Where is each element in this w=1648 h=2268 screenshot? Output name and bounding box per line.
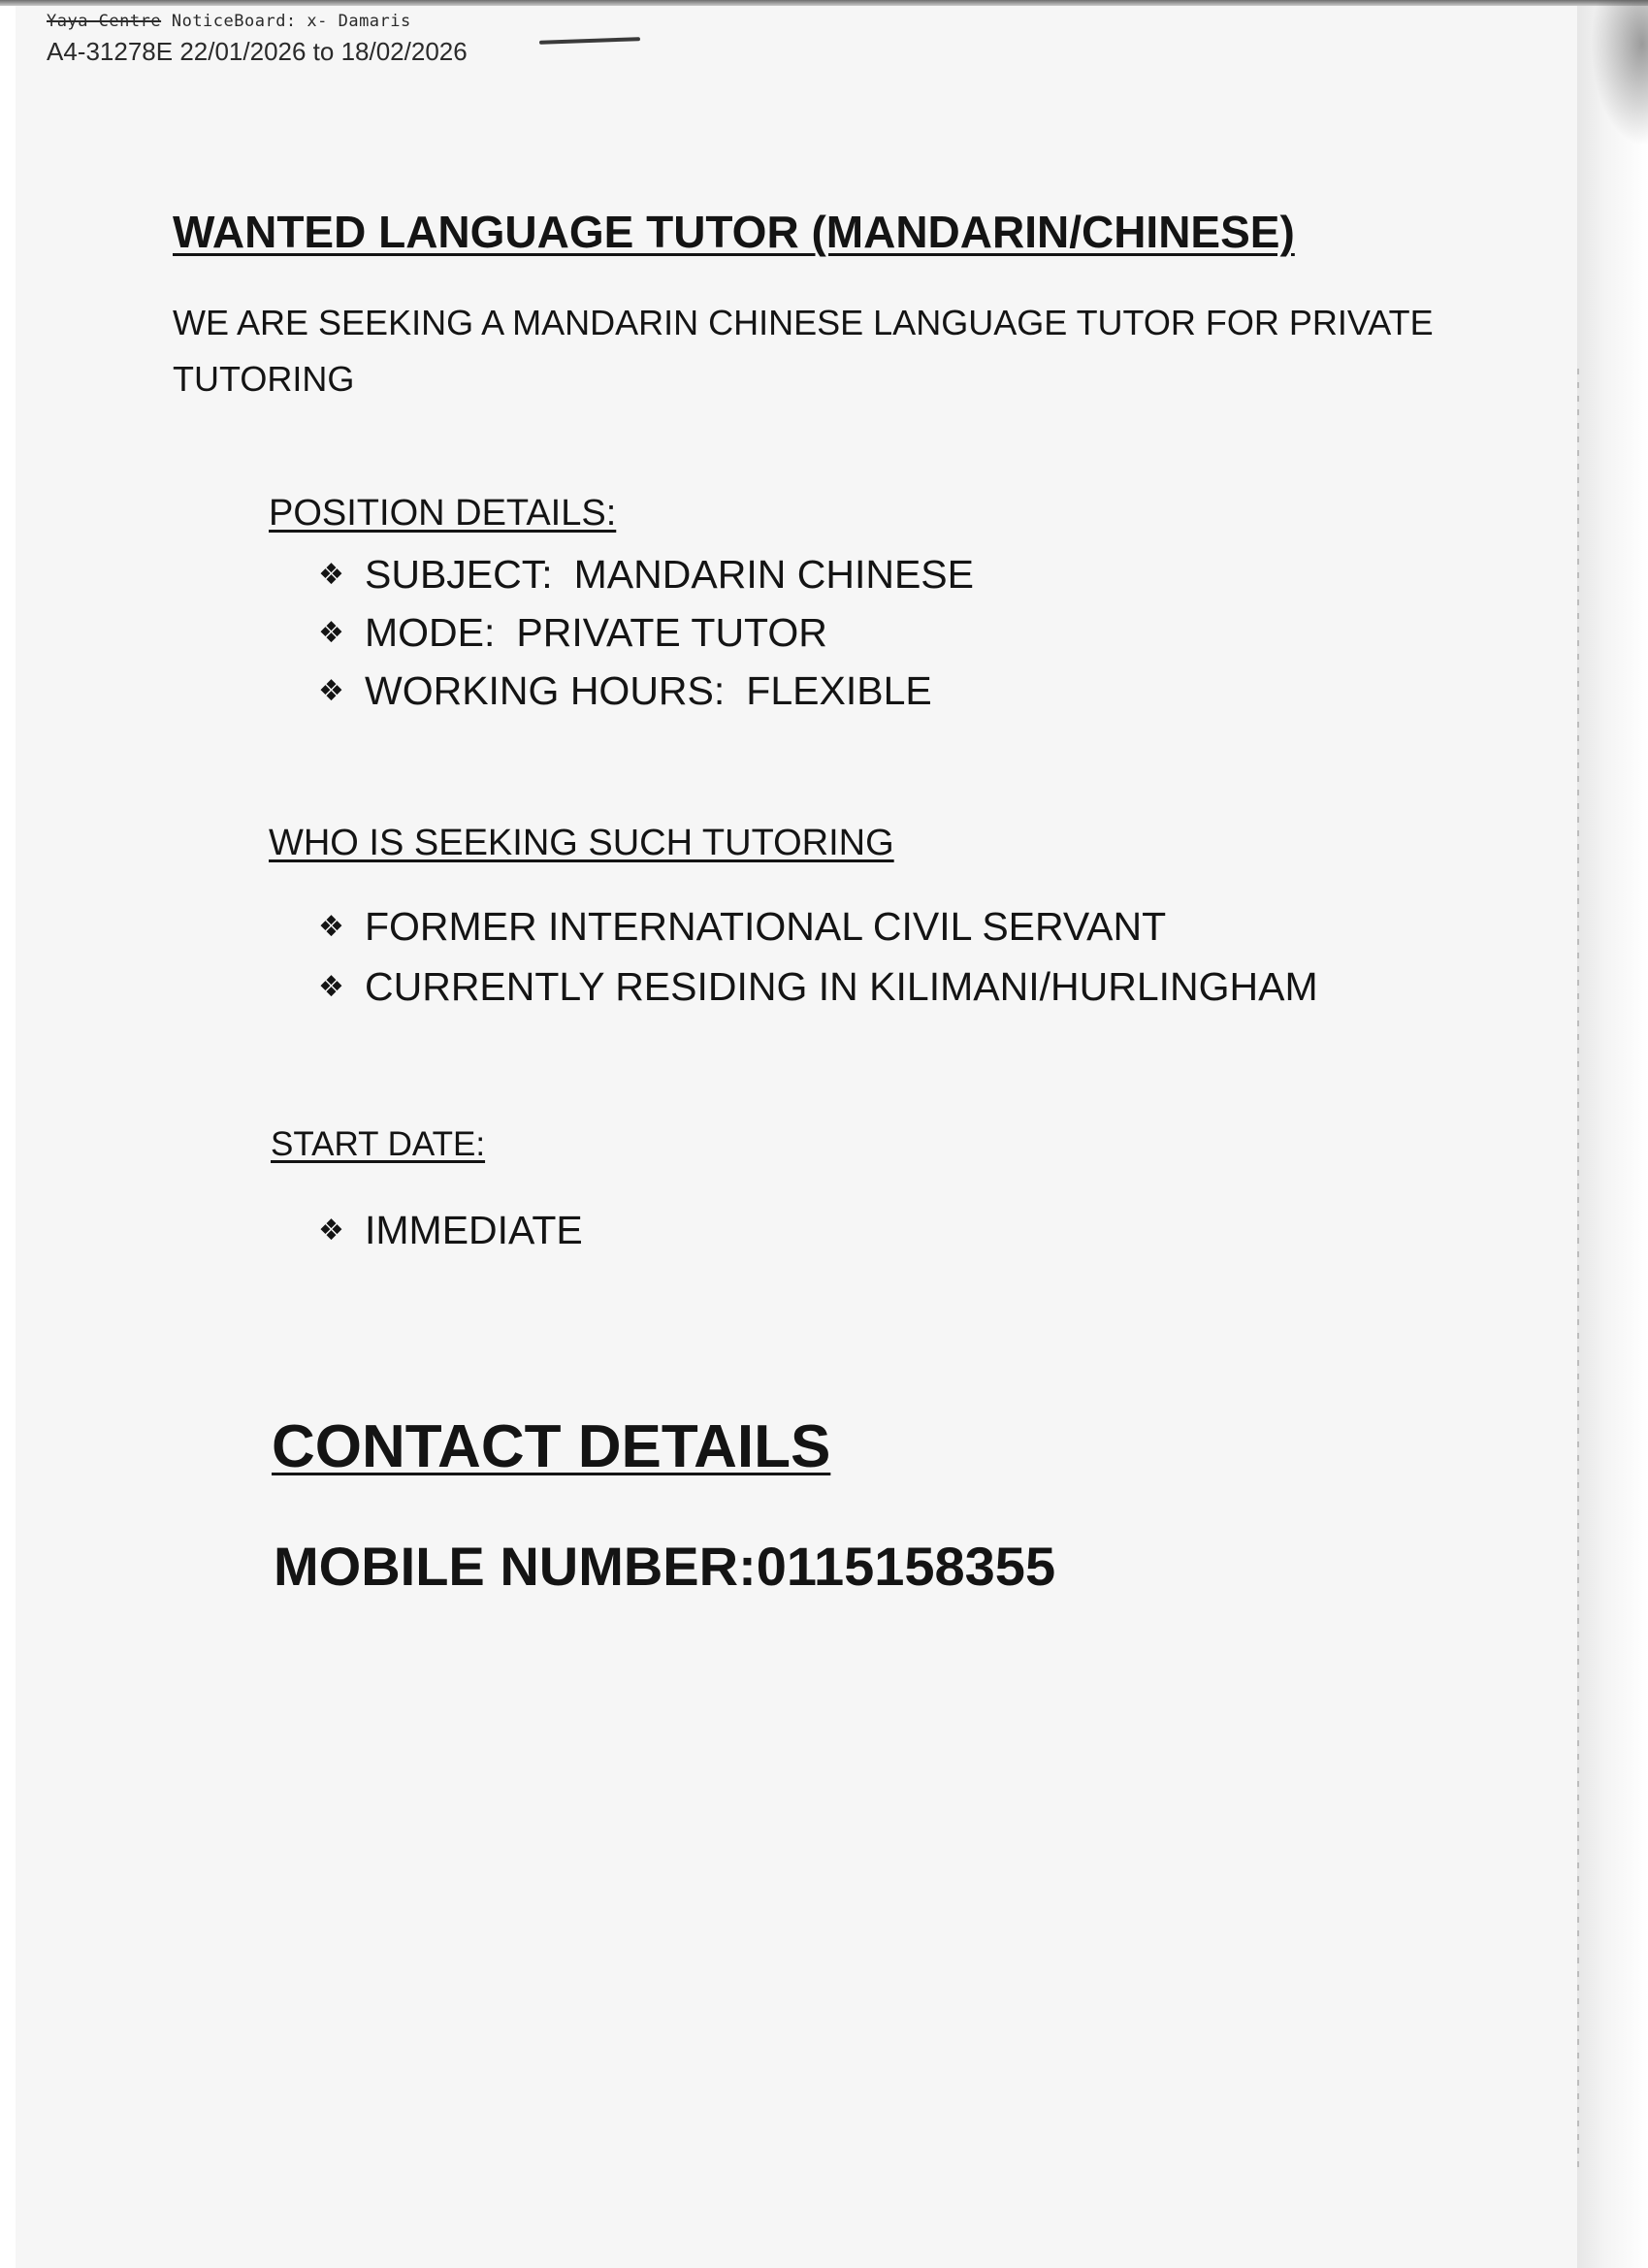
who-item-text: CURRENTLY RESIDING IN KILIMANI/HURLINGHAM [365,963,1318,1009]
list-item [318,1201,583,1259]
list-item [318,603,974,662]
who-item-text: FORMER INTERNATIONAL CIVIL SERVANT [365,903,1167,949]
start-item-text: IMMEDIATE [365,1207,583,1252]
list-item [318,896,1318,956]
detail-value: MANDARIN CHINESE [573,551,974,597]
noticeboard-stamp [47,12,468,67]
stamp-board-info: NoticeBoard: x- Damaris [171,12,411,31]
diamond-bullet-icon: ❖ [318,674,344,707]
detail-label: WORKING HOURS: [365,667,726,713]
list-item [318,662,974,720]
paper-perforation [1577,369,1579,2173]
diamond-bullet-icon: ❖ [318,558,344,591]
scan-shadow [1591,0,1648,146]
stamp-reference-dates: A4-31278E 22/01/2026 to 18/02/2026 [47,37,468,66]
detail-label: MODE: [365,609,496,655]
diamond-bullet-icon: ❖ [318,616,344,649]
stamp-location-line [47,12,468,31]
start-date-list [318,1201,583,1259]
diamond-bullet-icon: ❖ [318,910,344,943]
who-seeking-heading: WHO IS SEEKING SUCH TUTORING [269,823,894,863]
detail-label: SUBJECT: [365,551,553,597]
position-details-list [318,545,974,720]
notice-intro: WE ARE SEEKING A MANDARIN CHINESE LANGUAGE TUTOR FOR PRIVATE TUTORING [173,303,1434,399]
stamp-struck-location: Yaya Centre [47,12,162,31]
list-item [318,956,1318,1017]
start-date-heading: START DATE: [271,1125,486,1163]
contact-details-heading: CONTACT DETAILS [272,1413,831,1480]
list-item [318,545,974,603]
who-seeking-list [318,896,1318,1017]
diamond-bullet-icon: ❖ [318,1214,344,1247]
mobile-number: MOBILE NUMBER:0115158355 [274,1536,1056,1597]
position-details-heading: POSITION DETAILS: [269,493,617,534]
detail-value: FLEXIBLE [746,667,932,713]
diamond-bullet-icon: ❖ [318,970,344,1003]
scan-right-edge [1577,6,1648,2268]
notice-title: WANTED LANGUAGE TUTOR (MANDARIN/CHINESE) [173,207,1295,257]
detail-value: PRIVATE TUTOR [516,609,827,655]
